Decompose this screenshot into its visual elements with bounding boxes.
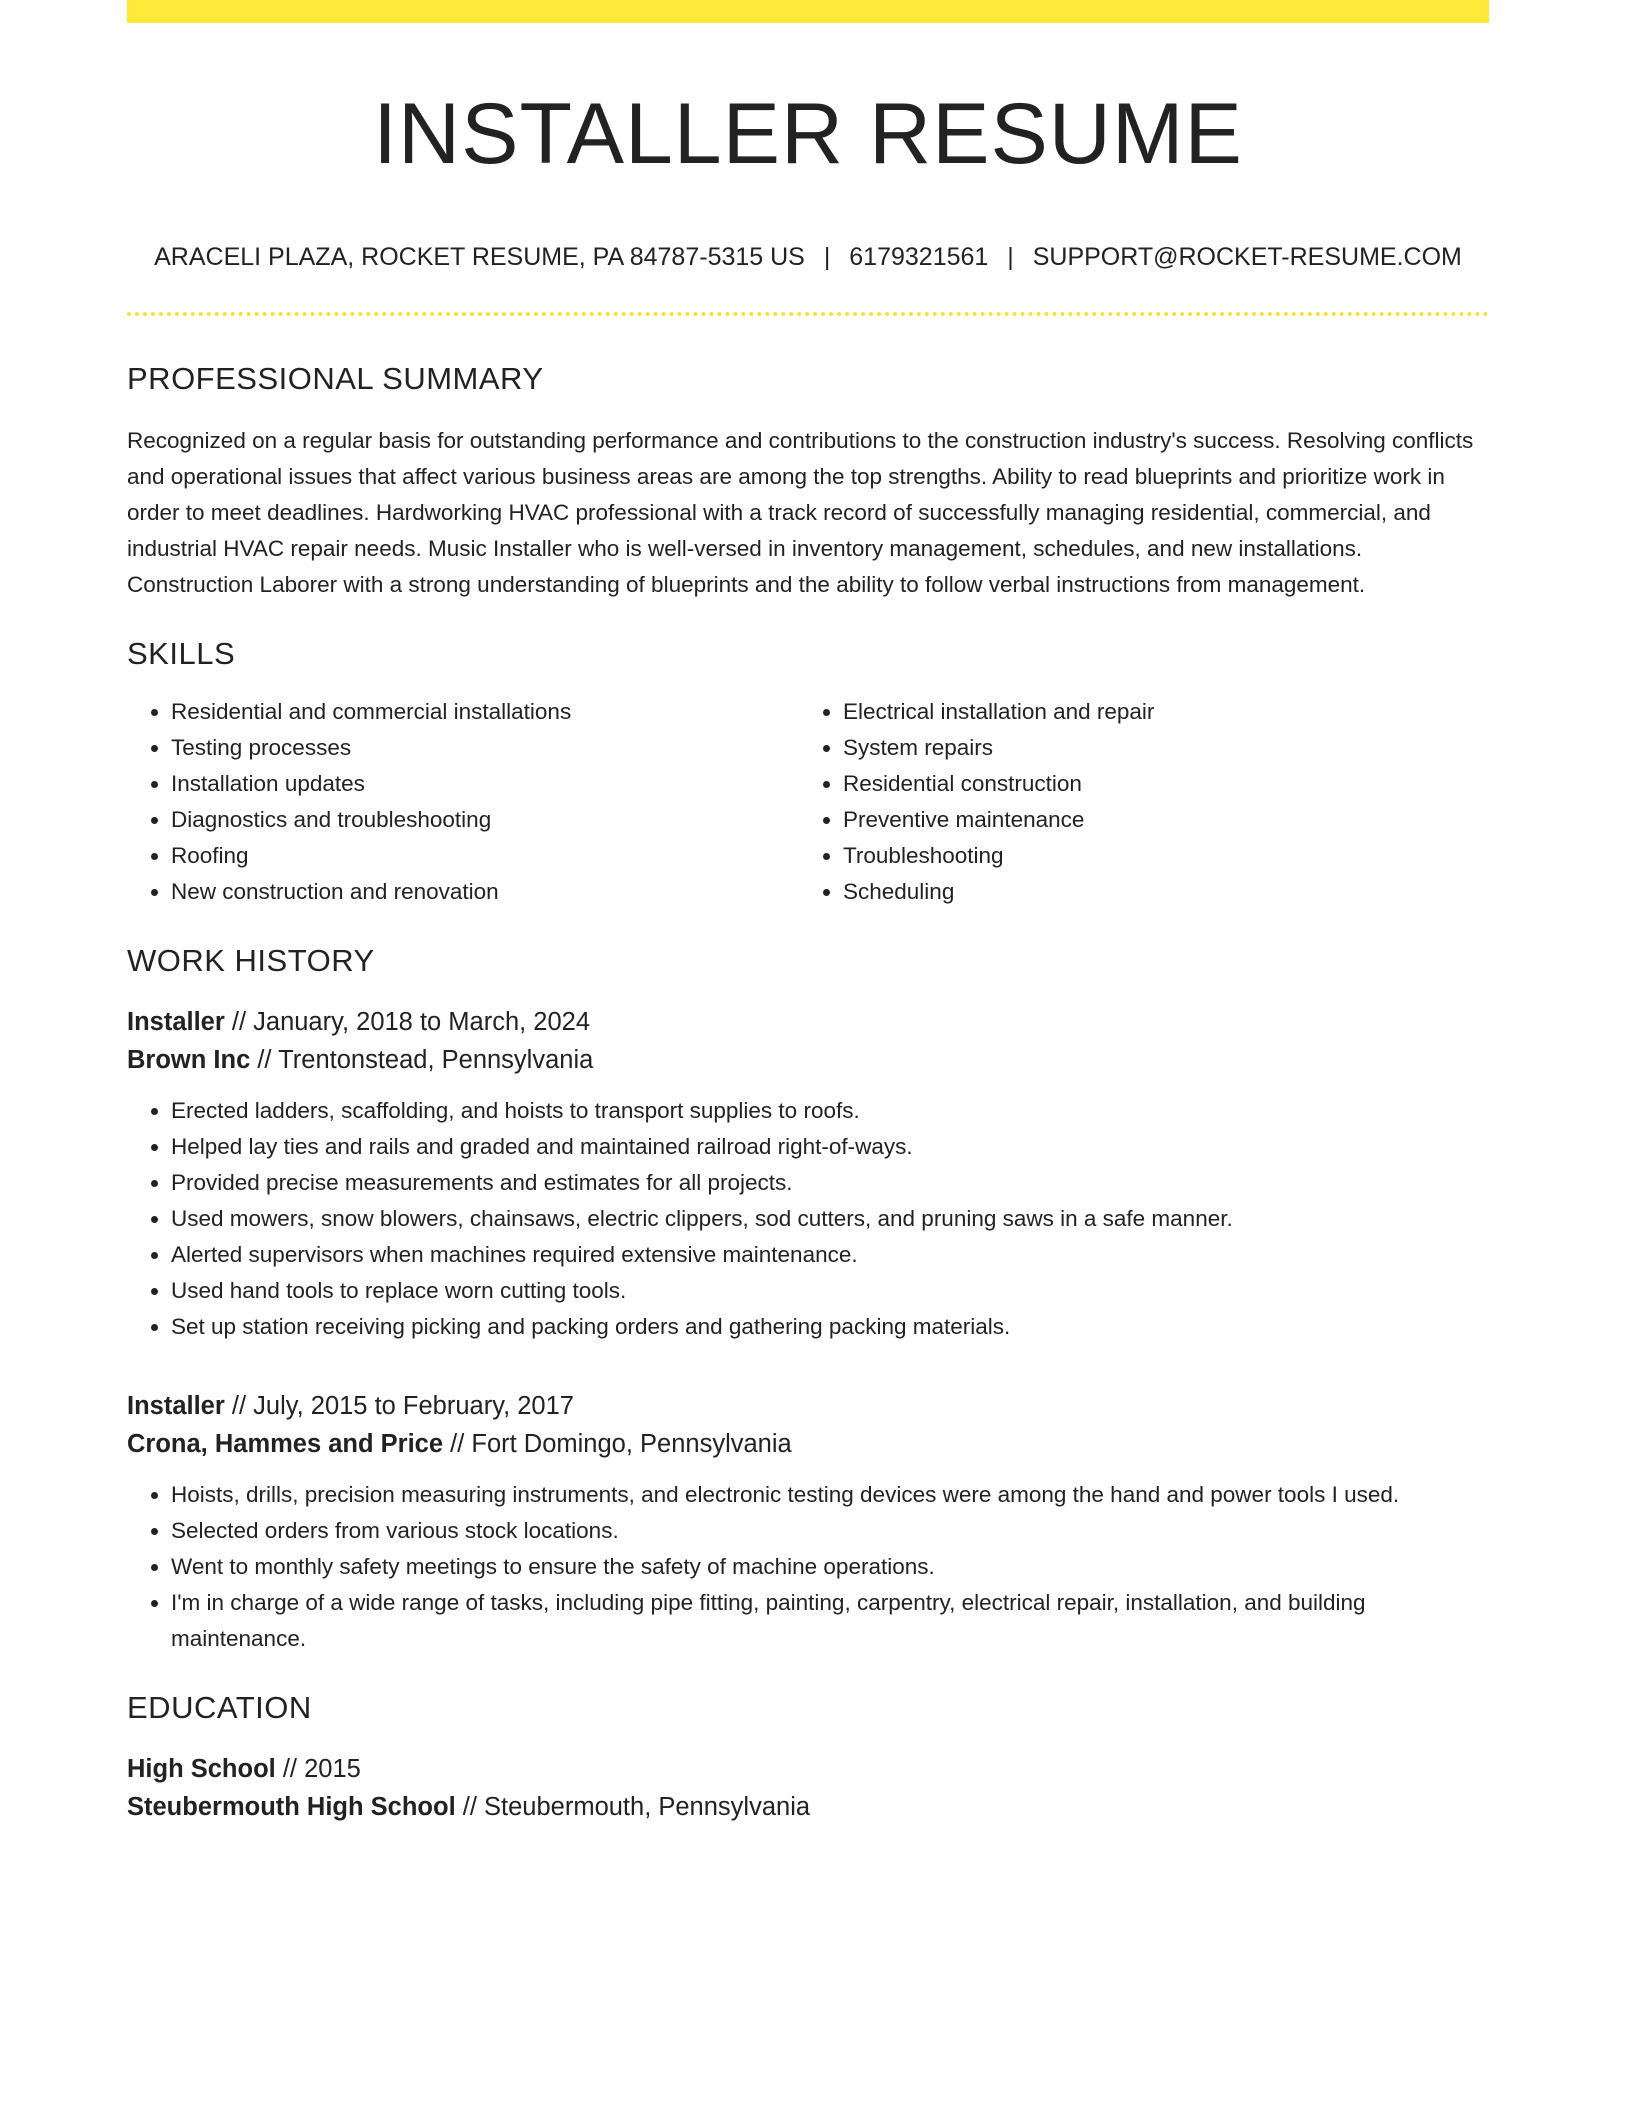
contact-email: SUPPORT@ROCKET-RESUME.COM (1032, 242, 1462, 271)
job-duty: • Alerted supervisors when machines required extensive maintenance. (171, 1237, 1489, 1273)
work-history-heading: WORK HISTORY (127, 942, 375, 978)
skill-item: • Troubleshooting (843, 838, 1489, 874)
dotted-divider (127, 312, 1489, 316)
skills-list-left (127, 694, 799, 910)
skill-item: • Diagnostics and troubleshooting (171, 802, 799, 838)
summary-text: Recognized on a regular basis for outstanding performance and contributions to the construction industry's success. Resolving conflicts and operational issues that affect various business areas are among the top strengths. Ability to read blueprints and prioritize work in order to meet deadlines. Hardworking HVAC professional with a track record of successfully managing residential, commercial, and industrial HVAC repair needs. Music Installer who is well-versed in inventory management, schedules, and new installations. Construction Laborer with a strong understanding of blueprints and the ability to follow verbal instructions from management. (127, 427, 1474, 597)
job-title-line (127, 1387, 1489, 1425)
skills-grid (127, 694, 1489, 910)
job-duty: • Went to monthly safety meetings to ensure the safety of machine operations. (171, 1549, 1489, 1585)
contact-line (127, 242, 1489, 272)
contact-separator: | (823, 242, 831, 271)
job-duty: • Hoists, drills, precision measuring instruments, and electronic testing devices were among the hand and power tools I used. (171, 1477, 1489, 1513)
job-title-line (127, 1003, 1489, 1041)
job-dates: // July, 2015 to February, 2017 (224, 1392, 574, 1421)
skill-item: • Testing processes (171, 730, 799, 766)
job-duty: • Used mowers, snow blowers, chainsaws, electric clippers, sod cutters, and pruning saws in a safe manner. (171, 1201, 1489, 1237)
job-duty: • Selected orders from various stock locations. (171, 1513, 1489, 1549)
job-company: Brown Inc (127, 1046, 251, 1075)
education-year: // 2015 (275, 1755, 361, 1784)
education-degree: High School (127, 1755, 276, 1784)
skills-heading: SKILLS (127, 635, 236, 671)
education-degree-line (127, 1750, 1489, 1788)
education-heading: EDUCATION (127, 1690, 312, 1726)
job-duty: • Helped lay ties and rails and graded and maintained railroad right-of-ways. (171, 1129, 1489, 1165)
job-duties-list (127, 1477, 1489, 1657)
job-title: Installer (127, 1008, 225, 1037)
education-location: // Steubermouth, Pennsylvania (455, 1793, 811, 1822)
education-entry (127, 1750, 1489, 1826)
job-company-line (127, 1041, 1489, 1079)
job-entry (127, 1387, 1489, 1657)
skills-list-right (799, 694, 1489, 910)
job-company: Crona, Hammes and Price (127, 1430, 444, 1459)
job-duty: • Set up station receiving picking and packing orders and gathering packing materials. (171, 1309, 1489, 1345)
job-dates: // January, 2018 to March, 2024 (224, 1008, 591, 1037)
education-school-line (127, 1788, 1489, 1826)
resume-page (127, 0, 1489, 1826)
job-title: Installer (127, 1392, 225, 1421)
job-duty: • Provided precise measurements and estimates for all projects. (171, 1165, 1489, 1201)
job-location: // Trentonstead, Pennsylvania (250, 1046, 594, 1075)
skill-item: • Electrical installation and repair (843, 694, 1489, 730)
job-company-line (127, 1425, 1489, 1463)
skill-item: • Scheduling (843, 874, 1489, 910)
job-location: // Fort Domingo, Pennsylvania (443, 1430, 792, 1459)
contact-address: ARACELI PLAZA, ROCKET RESUME, PA 84787-5315 US (154, 242, 805, 271)
skill-item: • Preventive maintenance (843, 802, 1489, 838)
education-school: Steubermouth High School (127, 1793, 456, 1822)
summary-heading: PROFESSIONAL SUMMARY (127, 360, 544, 396)
skill-item: • Installation updates (171, 766, 799, 802)
job-duty: • Erected ladders, scaffolding, and hoists to transport supplies to roofs. (171, 1093, 1489, 1129)
skill-item: • System repairs (843, 730, 1489, 766)
skill-item: • Roofing (171, 838, 799, 874)
accent-top-bar (127, 0, 1489, 23)
job-duty: • Used hand tools to replace worn cutting tools. (171, 1273, 1489, 1309)
job-duty: • I'm in charge of a wide range of tasks, including pipe fitting, painting, carpentry, electrical repair, installation, and building maintenance. (171, 1585, 1489, 1657)
job-entry (127, 1003, 1489, 1345)
contact-separator: | (1007, 242, 1014, 271)
skill-item: • New construction and renovation (171, 874, 799, 910)
job-duties-list (127, 1093, 1489, 1345)
skill-item: • Residential construction (843, 766, 1489, 802)
contact-phone: 6179321561 (849, 242, 989, 271)
skill-item: • Residential and commercial installations (171, 694, 799, 730)
resume-title: INSTALLER RESUME (373, 86, 1243, 182)
